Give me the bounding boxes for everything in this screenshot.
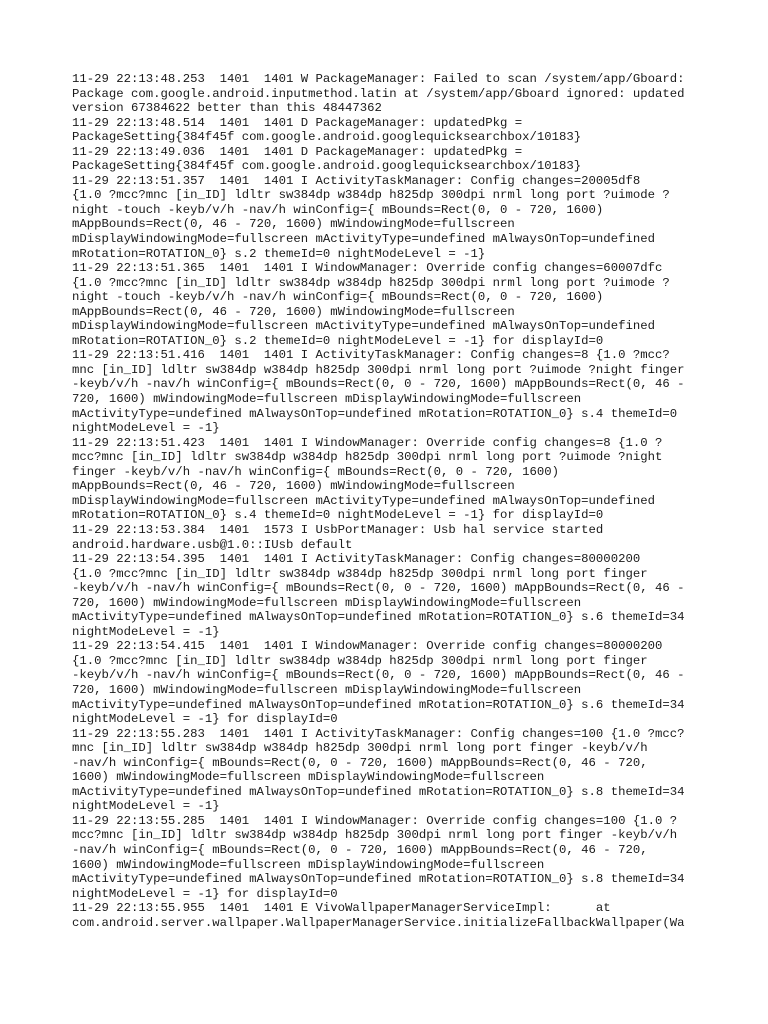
log-line: mActivityType=undefined mAlwaysOnTop=undefined mRotation=ROTATION_0} s.6 themeId=34	[72, 697, 685, 712]
log-line: 11-29 22:13:51.357 1401 1401 I ActivityTaskManager: Config changes=20005df8	[72, 173, 641, 188]
log-line: mActivityType=undefined mAlwaysOnTop=undefined mRotation=ROTATION_0} s.8 themeId=34	[72, 784, 685, 799]
log-line: com.android.server.wallpaper.WallpaperManagerService.initializeFallbackWallpaper(Wa	[72, 915, 685, 930]
log-line: mDisplayWindowingMode=fullscreen mActivityType=undefined mAlwaysOnTop=undefined	[72, 493, 655, 508]
log-line: -keyb/v/h -nav/h winConfig={ mBounds=Rect(0, 0 - 720, 1600) mAppBounds=Rect(0, 46 -	[72, 668, 685, 683]
log-line: night -touch -keyb/v/h -nav/h winConfig={ mBounds=Rect(0, 0 - 720, 1600)	[72, 290, 604, 305]
log-line: nightModeLevel = -1}	[72, 421, 220, 436]
log-line: 11-29 22:13:51.365 1401 1401 I WindowManager: Override config changes=60007dfc	[72, 261, 663, 276]
log-line: 11-29 22:13:55.283 1401 1401 I ActivityTaskManager: Config changes=100 {1.0 ?mcc?	[72, 726, 685, 741]
log-line: finger -keyb/v/h -nav/h winConfig={ mBounds=Rect(0, 0 - 720, 1600)	[72, 464, 560, 479]
log-line: 1600) mWindowingMode=fullscreen mDisplayWindowingMode=fullscreen	[72, 770, 545, 785]
log-line: nightModeLevel = -1} for displayId=0	[72, 712, 338, 727]
log-line: mcc?mnc [in_ID] ldltr sw384dp w384dp h825dp 300dpi nrml long port finger -keyb/v/h	[72, 828, 678, 843]
log-line: {1.0 ?mcc?mnc [in_ID] ldltr sw384dp w384dp h825dp 300dpi nrml long port ?uimode ?	[72, 188, 670, 203]
log-line: mRotation=ROTATION_0} s.2 themeId=0 nightModeLevel = -1}	[72, 246, 486, 261]
log-line: 11-29 22:13:51.423 1401 1401 I WindowManager: Override config changes=8 {1.0 ?	[72, 435, 663, 450]
log-line: -keyb/v/h -nav/h winConfig={ mBounds=Rect(0, 0 - 720, 1600) mAppBounds=Rect(0, 46 -	[72, 581, 685, 596]
log-line: {1.0 ?mcc?mnc [in_ID] ldltr sw384dp w384dp h825dp 300dpi nrml long port finger	[72, 566, 648, 581]
log-line: 720, 1600) mWindowingMode=fullscreen mDisplayWindowingMode=fullscreen	[72, 595, 582, 610]
log-line: version 67384622 better than this 48447362	[72, 101, 382, 116]
log-line: {1.0 ?mcc?mnc [in_ID] ldltr sw384dp w384dp h825dp 300dpi nrml long port finger	[72, 653, 648, 668]
log-line: PackageSetting{384f45f com.google.android.googlequicksearchbox/10183}	[72, 130, 582, 145]
log-line: 11-29 22:13:51.416 1401 1401 I ActivityTaskManager: Config changes=8 {1.0 ?mcc?	[72, 348, 670, 363]
log-line: mcc?mnc [in_ID] ldltr sw384dp w384dp h825dp 300dpi nrml long port ?uimode ?night	[72, 450, 663, 465]
log-line: mActivityType=undefined mAlwaysOnTop=undefined mRotation=ROTATION_0} s.4 themeId=0	[72, 406, 678, 421]
log-line: 11-29 22:13:54.415 1401 1401 I WindowManager: Override config changes=80000200	[72, 639, 663, 654]
log-line: 1600) mWindowingMode=fullscreen mDisplayWindowingMode=fullscreen	[72, 857, 545, 872]
log-line: Package com.google.android.inputmethod.latin at /system/app/Gboard ignored: updated	[72, 86, 685, 101]
log-line: 11-29 22:13:55.285 1401 1401 I WindowManager: Override config changes=100 {1.0 ?	[72, 813, 678, 828]
log-line: 11-29 22:13:55.955 1401 1401 E VivoWallpaperManagerServiceImpl: at	[72, 901, 611, 916]
log-line: 720, 1600) mWindowingMode=fullscreen mDisplayWindowingMode=fullscreen	[72, 392, 582, 407]
log-line: mnc [in_ID] ldltr sw384dp w384dp h825dp 300dpi nrml long port finger -keyb/v/h	[72, 741, 648, 756]
log-line: nightModeLevel = -1}	[72, 624, 220, 639]
log-line: mnc [in_ID] ldltr sw384dp w384dp h825dp 300dpi nrml long port ?uimode ?night finger	[72, 362, 685, 377]
log-line: mAppBounds=Rect(0, 46 - 720, 1600) mWindowingMode=fullscreen	[72, 217, 515, 232]
log-line: nightModeLevel = -1} for displayId=0	[72, 886, 338, 901]
log-text-block	[72, 72, 702, 930]
log-line: nightModeLevel = -1}	[72, 799, 220, 814]
log-line: -nav/h winConfig={ mBounds=Rect(0, 0 - 720, 1600) mAppBounds=Rect(0, 46 - 720,	[72, 842, 648, 857]
log-line: 11-29 22:13:53.384 1401 1573 I UsbPortManager: Usb hal service started	[72, 522, 604, 537]
log-line: {1.0 ?mcc?mnc [in_ID] ldltr sw384dp w384dp h825dp 300dpi nrml long port ?uimode ?	[72, 275, 670, 290]
log-line: 11-29 22:13:48.253 1401 1401 W PackageManager: Failed to scan /system/app/Gboard:	[72, 72, 685, 86]
log-line: mActivityType=undefined mAlwaysOnTop=undefined mRotation=ROTATION_0} s.6 themeId=34	[72, 610, 685, 625]
log-line: mDisplayWindowingMode=fullscreen mActivityType=undefined mAlwaysOnTop=undefined	[72, 232, 655, 247]
log-line: 720, 1600) mWindowingMode=fullscreen mDisplayWindowingMode=fullscreen	[72, 682, 582, 697]
log-line: -nav/h winConfig={ mBounds=Rect(0, 0 - 720, 1600) mAppBounds=Rect(0, 46 - 720,	[72, 755, 648, 770]
log-line: mRotation=ROTATION_0} s.2 themeId=0 nightModeLevel = -1} for displayId=0	[72, 333, 604, 348]
log-line: mDisplayWindowingMode=fullscreen mActivityType=undefined mAlwaysOnTop=undefined	[72, 319, 655, 334]
log-line: 11-29 22:13:54.395 1401 1401 I ActivityTaskManager: Config changes=80000200	[72, 552, 641, 567]
log-line: 11-29 22:13:48.514 1401 1401 D PackageManager: updatedPkg =	[72, 115, 523, 130]
log-line: mAppBounds=Rect(0, 46 - 720, 1600) mWindowingMode=fullscreen	[72, 304, 515, 319]
log-line: PackageSetting{384f45f com.google.android.googlequicksearchbox/10183}	[72, 159, 582, 174]
log-line: mAppBounds=Rect(0, 46 - 720, 1600) mWindowingMode=fullscreen	[72, 479, 515, 494]
log-line: mActivityType=undefined mAlwaysOnTop=undefined mRotation=ROTATION_0} s.8 themeId=34	[72, 872, 685, 887]
log-line: android.hardware.usb@1.0::IUsb default	[72, 537, 353, 552]
log-line: 11-29 22:13:49.036 1401 1401 D PackageManager: updatedPkg =	[72, 144, 523, 159]
log-line: night -touch -keyb/v/h -nav/h winConfig={ mBounds=Rect(0, 0 - 720, 1600)	[72, 202, 604, 217]
log-line: mRotation=ROTATION_0} s.4 themeId=0 nightModeLevel = -1} for displayId=0	[72, 508, 604, 523]
log-line: -keyb/v/h -nav/h winConfig={ mBounds=Rect(0, 0 - 720, 1600) mAppBounds=Rect(0, 46 -	[72, 377, 685, 392]
